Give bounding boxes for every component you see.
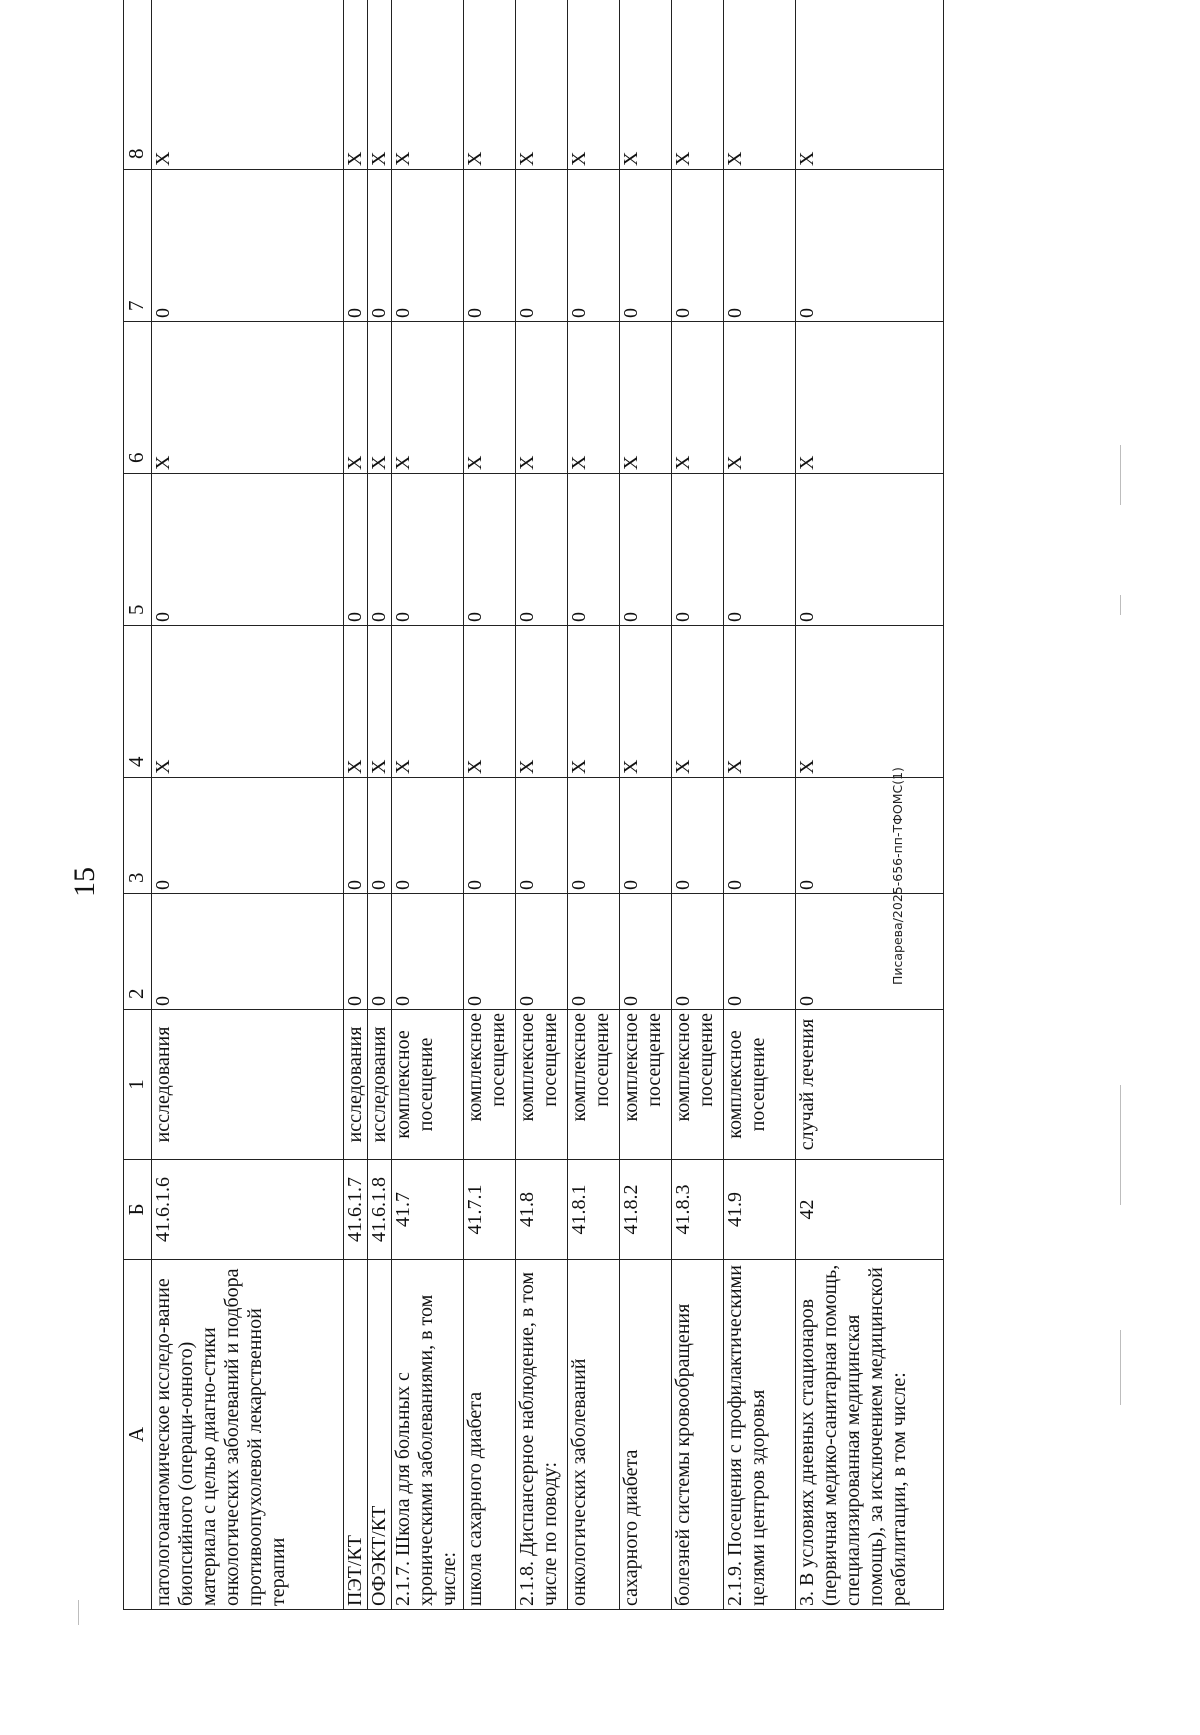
header-row (124, 0, 152, 1610)
cell-col3: 0 (368, 778, 392, 894)
row-unit: комплексное посещение (392, 1010, 464, 1160)
header-cell: 2 (124, 894, 152, 1010)
row-label: 3. В условиях дневных стационаров (первичная медико-санитарная помощь, специализированная медицинская помощь), за исключением медицинской реабилитации, в том числе: (796, 1260, 944, 1610)
cell-col8: Х (344, 0, 368, 170)
cell-col2: 0 (516, 894, 568, 1010)
cell-col4: Х (796, 626, 944, 778)
cell-col7: 0 (568, 170, 620, 322)
header-cell: 4 (124, 626, 152, 778)
cell-col4: Х (672, 626, 724, 778)
cell-col7: 0 (368, 170, 392, 322)
cell-col2: 0 (464, 894, 516, 1010)
row-code: 41.6.1.7 (344, 1160, 368, 1260)
cell-col6: Х (344, 322, 368, 474)
cell-col2: 0 (796, 894, 944, 1010)
row-code: 41.9 (724, 1160, 796, 1260)
row-label: 2.1.7. Школа для больных с хроническими заболеваниями, в том числе: (392, 1260, 464, 1610)
cell-col4: Х (516, 626, 568, 778)
cell-col5: 0 (796, 474, 944, 626)
cell-col6: Х (464, 322, 516, 474)
cell-col7: 0 (464, 170, 516, 322)
row-code: 41.7.1 (464, 1160, 516, 1260)
cell-col8: Х (724, 0, 796, 170)
cell-col5: 0 (152, 474, 344, 626)
cell-col7: 0 (344, 170, 368, 322)
row-label: школа сахарного диабета (464, 1260, 516, 1610)
cell-col7: 0 (392, 170, 464, 322)
cell-col3: 0 (724, 778, 796, 894)
cell-col5: 0 (368, 474, 392, 626)
cell-col3: 0 (620, 778, 672, 894)
row-code: 41.8.3 (672, 1160, 724, 1260)
table-row (568, 0, 620, 1610)
row-unit: исследования (344, 1010, 368, 1160)
row-code: 41.8.2 (620, 1160, 672, 1260)
cell-col7: 0 (724, 170, 796, 322)
header-cell: 3 (124, 778, 152, 894)
cell-col6: Х (392, 322, 464, 474)
cell-col2: 0 (152, 894, 344, 1010)
row-code: 42 (796, 1160, 944, 1260)
header-cell: 7 (124, 170, 152, 322)
cell-col6: Х (672, 322, 724, 474)
cell-col3: 0 (516, 778, 568, 894)
cell-col5: 0 (344, 474, 368, 626)
cell-col3: 0 (464, 778, 516, 894)
footer-stamp: Писарева/2025-656-пп-ТФОМС(1) (890, 767, 905, 985)
cell-col5: 0 (516, 474, 568, 626)
cell-col8: Х (672, 0, 724, 170)
cell-col6: Х (152, 322, 344, 474)
cell-col4: Х (568, 626, 620, 778)
cell-col4: Х (368, 626, 392, 778)
table-row (152, 0, 344, 1610)
table-row (516, 0, 568, 1610)
header-cell: 6 (124, 322, 152, 474)
scan-artifact (1120, 1330, 1121, 1405)
row-label: патологоанатомическое исследо-вание биопсийного (операци-онного) материала с целью диагно-стики онкологических заболеваний и подбора противоопухолевой лекарственной терапии (152, 1260, 344, 1610)
cell-col8: Х (620, 0, 672, 170)
cell-col2: 0 (724, 894, 796, 1010)
cell-col8: Х (152, 0, 344, 170)
header-cell: 5 (124, 474, 152, 626)
scan-artifact (1120, 1085, 1121, 1205)
cell-col7: 0 (620, 170, 672, 322)
row-code: 41.7 (392, 1160, 464, 1260)
row-label: 2.1.9. Посещения с профилактическими целями центров здоровья (724, 1260, 796, 1610)
cell-col7: 0 (152, 170, 344, 322)
row-label: болезней системы кровообращения (672, 1260, 724, 1610)
cell-col6: Х (368, 322, 392, 474)
row-unit: комплексное посещение (672, 1010, 724, 1160)
cell-col4: Х (152, 626, 344, 778)
cell-col6: Х (568, 322, 620, 474)
cell-col2: 0 (368, 894, 392, 1010)
row-unit: случай лечения (796, 1010, 944, 1160)
cell-col2: 0 (568, 894, 620, 1010)
page-number: 15 (68, 867, 101, 897)
row-label: ПЭТ/КТ (344, 1260, 368, 1610)
cell-col3: 0 (392, 778, 464, 894)
cell-col5: 0 (620, 474, 672, 626)
row-unit: комплексное посещение (724, 1010, 796, 1160)
cell-col8: Х (516, 0, 568, 170)
cell-col6: Х (796, 322, 944, 474)
header-cell: 8 (124, 0, 152, 170)
row-label: онкологических заболеваний (568, 1260, 620, 1610)
table-row (464, 0, 516, 1610)
table-row (620, 0, 672, 1610)
cell-col3: 0 (568, 778, 620, 894)
cell-col5: 0 (392, 474, 464, 626)
table-row (344, 0, 368, 1610)
row-unit: исследования (152, 1010, 344, 1160)
cell-col4: Х (344, 626, 368, 778)
header-cell: А (124, 1260, 152, 1610)
cell-col3: 0 (672, 778, 724, 894)
cell-col8: Х (368, 0, 392, 170)
cell-col6: Х (516, 322, 568, 474)
header-cell: 1 (124, 1010, 152, 1160)
cell-col3: 0 (152, 778, 344, 894)
cell-col2: 0 (672, 894, 724, 1010)
cell-col2: 0 (392, 894, 464, 1010)
cell-col3: 0 (796, 778, 944, 894)
cell-col8: Х (796, 0, 944, 170)
row-unit: комплексное посещение (568, 1010, 620, 1160)
row-unit: исследования (368, 1010, 392, 1160)
cell-col7: 0 (516, 170, 568, 322)
cell-col6: Х (724, 322, 796, 474)
cell-col7: 0 (796, 170, 944, 322)
cell-col8: Х (392, 0, 464, 170)
row-unit: комплексное посещение (620, 1010, 672, 1160)
data-table (123, 0, 944, 1610)
cell-col4: Х (620, 626, 672, 778)
cell-col7: 0 (672, 170, 724, 322)
row-unit: комплексное посещение (464, 1010, 516, 1160)
row-code: 41.6.1.8 (368, 1160, 392, 1260)
row-label: сахарного диабета (620, 1260, 672, 1610)
header-cell: Б (124, 1160, 152, 1260)
scan-artifact (1120, 445, 1121, 505)
row-label: 2.1.8. Диспансерное наблюдение, в том числе по поводу: (516, 1260, 568, 1610)
cell-col6: Х (620, 322, 672, 474)
table-row (368, 0, 392, 1610)
cell-col5: 0 (464, 474, 516, 626)
row-code: 41.8.1 (568, 1160, 620, 1260)
cell-col5: 0 (568, 474, 620, 626)
table-row (796, 0, 944, 1610)
row-code: 41.6.1.6 (152, 1160, 344, 1260)
cell-col8: Х (568, 0, 620, 170)
row-unit: комплексное посещение (516, 1010, 568, 1160)
cell-col4: Х (724, 626, 796, 778)
table-row (392, 0, 464, 1610)
row-code: 41.8 (516, 1160, 568, 1260)
cell-col5: 0 (724, 474, 796, 626)
scan-artifact (1120, 595, 1121, 615)
cell-col2: 0 (344, 894, 368, 1010)
cell-col2: 0 (620, 894, 672, 1010)
table-row (672, 0, 724, 1610)
cell-col3: 0 (344, 778, 368, 894)
scan-artifact (78, 1600, 79, 1625)
table-row (724, 0, 796, 1610)
cell-col4: Х (464, 626, 516, 778)
row-label: ОФЭКТ/КТ (368, 1260, 392, 1610)
cell-col8: Х (464, 0, 516, 170)
cell-col5: 0 (672, 474, 724, 626)
cell-col4: Х (392, 626, 464, 778)
